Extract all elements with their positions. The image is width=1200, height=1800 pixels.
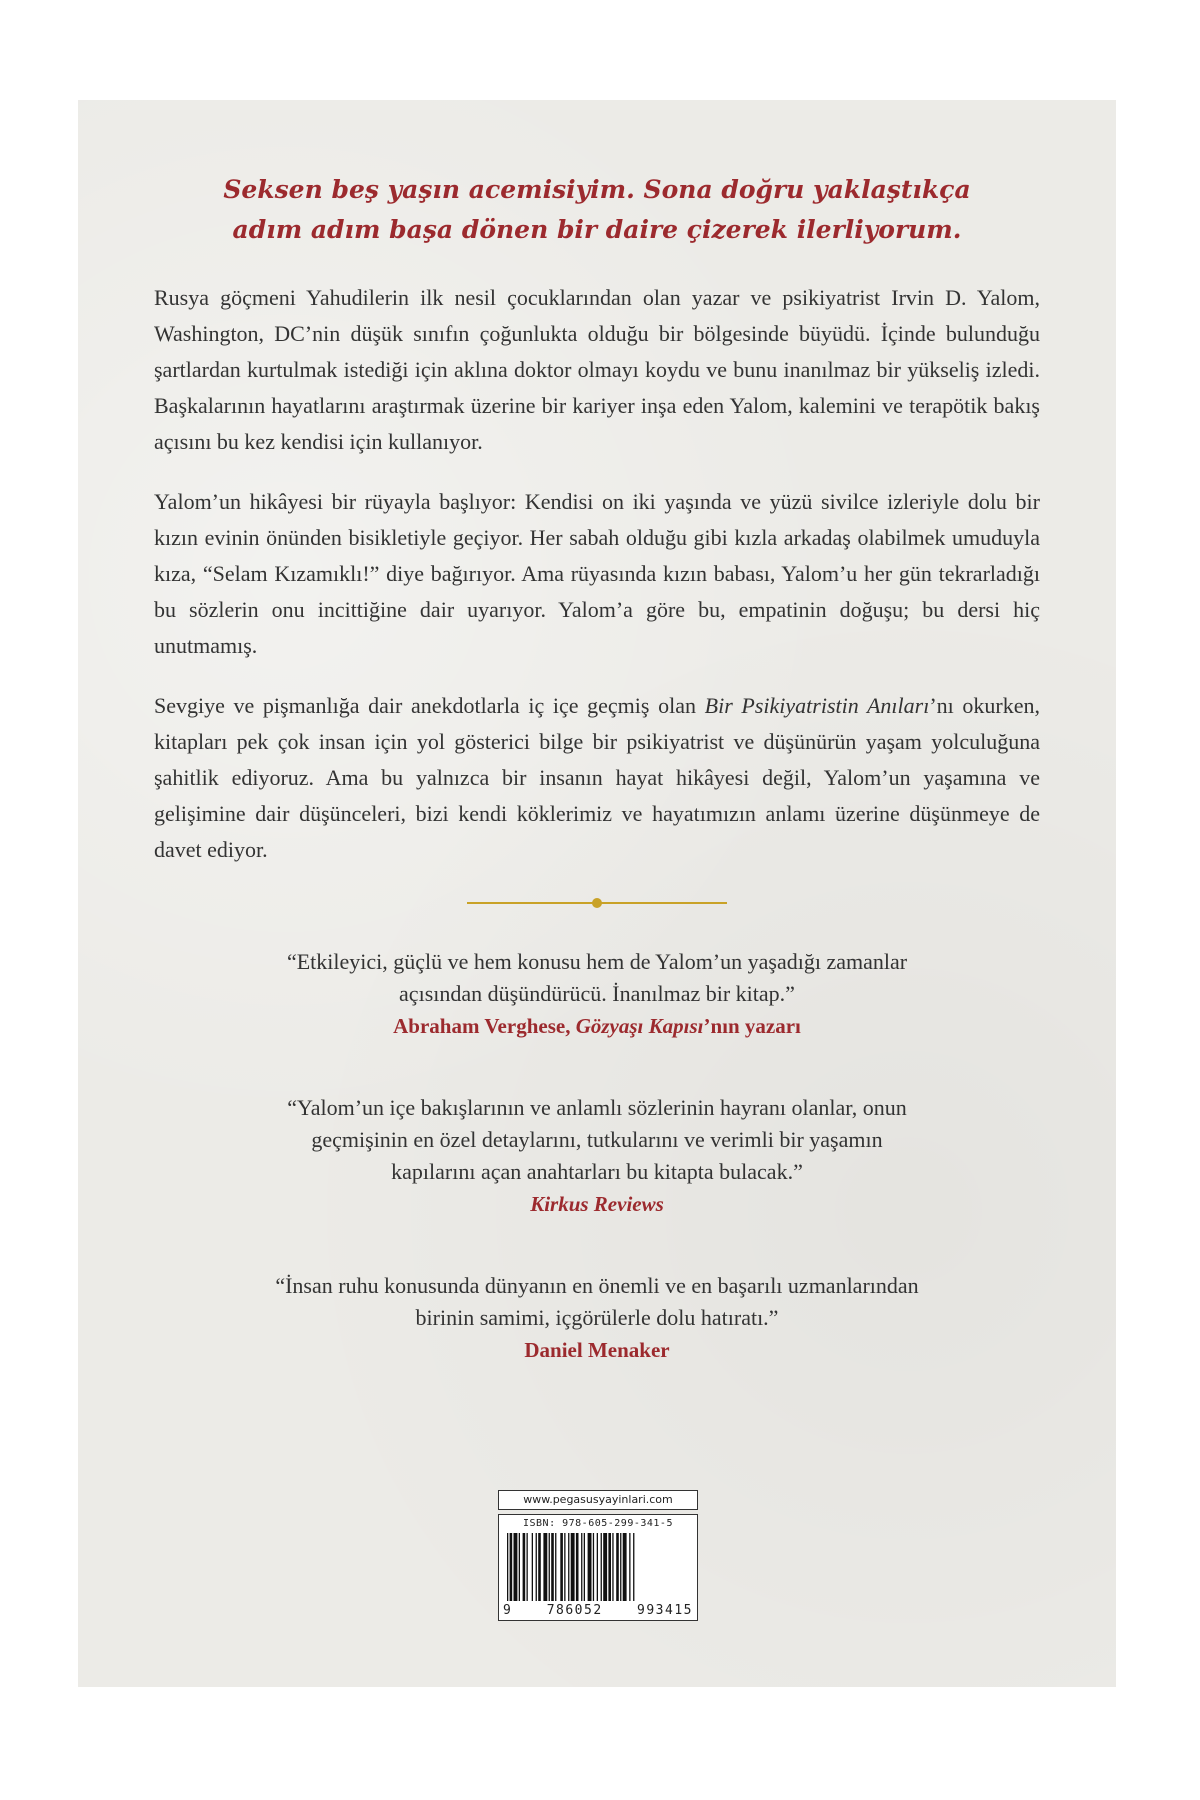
barcode-bar [588, 1533, 592, 1601]
author-suffix: ’nın yazarı [703, 1014, 801, 1038]
review-2 [154, 1092, 1040, 1220]
review-quote [154, 946, 1040, 1010]
barcode-block [498, 1490, 698, 1626]
paragraph-3-rest: ’nı okurken, kitapları pek çok insan için yol gösterici bilge bir psikiyatrist ve düşünürün yaşam yolculuğuna şahitlik ediyoruz. Ama bu yalnızca bir insanın hayat hikâyesi değil, Yalom’un yaşamına ve gelişimine dair düşünceleri, bizi kendi köklerimiz ve hayatımızın anlamı üzerine düşünmeye de davet ediyor. [154, 693, 1040, 862]
barcode-bar [536, 1533, 537, 1601]
barcode-bar [576, 1533, 579, 1601]
barcode-bar [514, 1533, 518, 1601]
barcode-bar [612, 1533, 613, 1601]
barcode-bar [549, 1533, 550, 1601]
barcode-bar [620, 1533, 621, 1601]
barcode-bar [581, 1533, 582, 1601]
barcode-bar [527, 1533, 528, 1601]
barcode-bar [571, 1533, 575, 1601]
barcode-bar [510, 1533, 513, 1601]
barcode-bar [608, 1533, 611, 1601]
author-name: Abraham Verghese, [393, 1014, 576, 1038]
synopsis-paragraph-1: Rusya göçmeni Yahudilerin ilk nesil çocuklarından olan yazar ve psikiyatrist Irvin D. Yalom, Washington, DC’nin düşük sınıfın çoğunlukta olduğu bir bölgesinde büyüdü. İçinde bulunduğu şartlardan kurtulmak istediği için aklına doktor olmayı koydu ve bunu inanılmaz bir yükseliş izledi. Başkalarının hayatlarını araştırmak üzerine bir kariyer inşa eden Yalom, kalemini ve terapötik bakış açısını bu kez kendisi için kullanıyor. [154, 285, 1040, 454]
review-line: geçmişinin en özel detaylarını, tutkularını ve verimli bir yaşamın [311, 1127, 883, 1152]
epigraph [154, 170, 1040, 250]
book-title: Bir Psikiyatristin Anıları [704, 693, 930, 718]
barcode-bar [568, 1533, 569, 1601]
review-line: birinin samimi, içgörülerle dolu hatıratı.” [415, 1305, 779, 1330]
author-book-title: Gözyaşı Kapısı [575, 1014, 704, 1038]
barcode-digit-group: 786052 [546, 1603, 603, 1618]
barcode-bar [597, 1533, 598, 1601]
review-line: “Etkileyici, güçlü ve hem konusu hem de Yalom’un yaşadığı zamanlar [286, 949, 908, 974]
review-1 [154, 946, 1040, 1042]
synopsis-paragraph-3 [154, 688, 1040, 868]
barcode-bar [584, 1533, 585, 1601]
barcode-bar [629, 1533, 630, 1601]
review-author [154, 1010, 1040, 1042]
barcode-bar [532, 1533, 533, 1601]
epigraph-line-2: adım adım başa dönen bir daire çizerek ilerliyorum. [232, 215, 962, 244]
barcode-bar [601, 1533, 602, 1601]
barcode-digit-group: 993415 [637, 1603, 693, 1618]
barcode-bar [633, 1533, 634, 1601]
review-line: “Yalom’un içe bakışlarının ve anlamlı sözlerinin hayranı olanlar, onun [287, 1095, 907, 1120]
barcode-digits [503, 1603, 693, 1618]
epigraph-line-1: Seksen beş yaşın acemisiyim. Sona doğru yaklaştıkça [223, 175, 971, 204]
review-line: “İnsan ruhu konusunda dünyanın en önemli ve en başarılı uzmanlarından [275, 1273, 919, 1298]
isbn-label: ISBN: 978-605-299-341-5 [523, 1518, 673, 1529]
barcode-bars [503, 1531, 691, 1603]
barcode-bar [538, 1533, 541, 1601]
divider-dot-icon [592, 898, 602, 908]
review-3 [154, 1270, 1040, 1366]
cover-content [154, 170, 1040, 1416]
ornament-divider [467, 902, 727, 904]
publisher-website: www.pegasusyayinlari.com [498, 1490, 698, 1510]
barcode-bar [564, 1533, 565, 1601]
barcode-bar [543, 1533, 547, 1601]
barcode-bar [616, 1533, 619, 1601]
barcode-bar [523, 1533, 526, 1601]
paragraph-3-intro: Sevgiye ve pişmanlığa dair anekdotlarla iç içe geçmiş olan [154, 693, 705, 718]
synopsis-paragraph-2: Yalom’un hikâyesi bir rüyayla başlıyor: Kendisi on iki yaşında ve yüzü sivilce izleriyle dolu bir kızın evinin önünden bisikletiyle geçiyor. Her sabah olduğu gibi kızla arkadaş olabilmek umuduyla kıza, “Selam Kızamıklı!” diye bağırıyor. Ama rüyasında kızın babası, Yalom’u her gün tekrarladığı bu sözlerin onu incittiğine dair uyarıyor. Yalom’a göre bu, empatinin doğuşu; bu dersi hiç unutmamış. [154, 489, 1040, 658]
barcode-digit-group: 9 [503, 1603, 513, 1618]
book-back-cover [78, 100, 1116, 1687]
review-line: açısından düşündürücü. İnanılmaz bir kitap.” [399, 981, 795, 1006]
barcode-bar [555, 1533, 556, 1601]
review-quote [154, 1092, 1040, 1188]
review-line: kapılarını açan anahtarları bu kitapta bulacak.” [391, 1159, 803, 1184]
isbn-barcode [498, 1514, 698, 1621]
review-author: Daniel Menaker [524, 1338, 670, 1362]
barcode-bar [603, 1533, 607, 1601]
barcode-bar [560, 1533, 563, 1601]
barcode-bar [519, 1533, 520, 1601]
barcode-bar [507, 1533, 508, 1601]
review-quote [154, 1270, 1040, 1334]
barcode-bar [623, 1533, 627, 1601]
barcode-bar [551, 1533, 554, 1601]
review-author: Kirkus Reviews [530, 1192, 664, 1216]
barcode-bar [593, 1533, 594, 1601]
